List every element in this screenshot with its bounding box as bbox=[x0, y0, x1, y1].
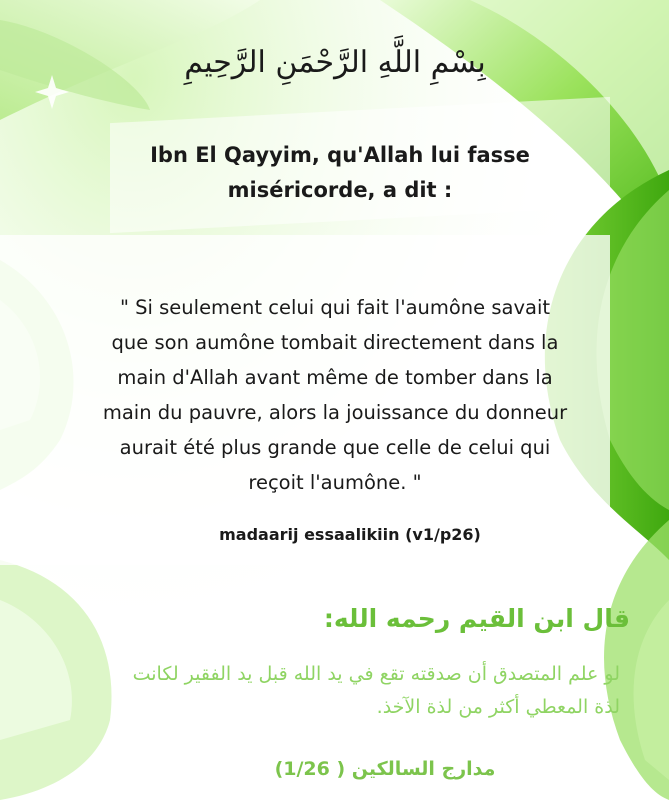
intro-text bbox=[120, 138, 560, 208]
quote-line: " Si seulement celui qui fait l'aumône savait bbox=[119, 296, 551, 319]
arabic-title: قال ابن القيم رحمه الله: bbox=[323, 604, 630, 633]
basmala-calligraphy: بِسْمِ اللَّهِ الرَّحْمَنِ الرَّحِيمِ bbox=[184, 45, 486, 80]
intro-line-2: miséricorde, a dit : bbox=[227, 178, 453, 202]
french-quote bbox=[60, 290, 610, 500]
french-source: madaarij essaalikiin (v1/p26) bbox=[219, 525, 481, 544]
quote-line: que son aumône tombait directement dans la bbox=[111, 331, 559, 354]
quote-line: reçoit l'aumône. " bbox=[248, 471, 422, 494]
arabic-quote bbox=[40, 658, 620, 724]
quote-line: aurait été plus grande que celle de celui qui bbox=[119, 436, 551, 459]
arabic-source: مدارج السالكين ( 1/26) bbox=[274, 758, 496, 780]
arabic-quote-line: لذة المعطي أكثر من لذة الآخذ. bbox=[376, 696, 620, 718]
quote-line: main du pauvre, alors la jouissance du donneur bbox=[102, 401, 568, 424]
arabic-quote-line: لو علم المتصدق أن صدقته تقع في يد الله قبل يد الفقير لكانت bbox=[132, 663, 620, 685]
intro-line-1: Ibn El Qayyim, qu'Allah lui fasse bbox=[150, 143, 530, 167]
quote-line: main d'Allah avant même de tomber dans la bbox=[117, 366, 553, 389]
